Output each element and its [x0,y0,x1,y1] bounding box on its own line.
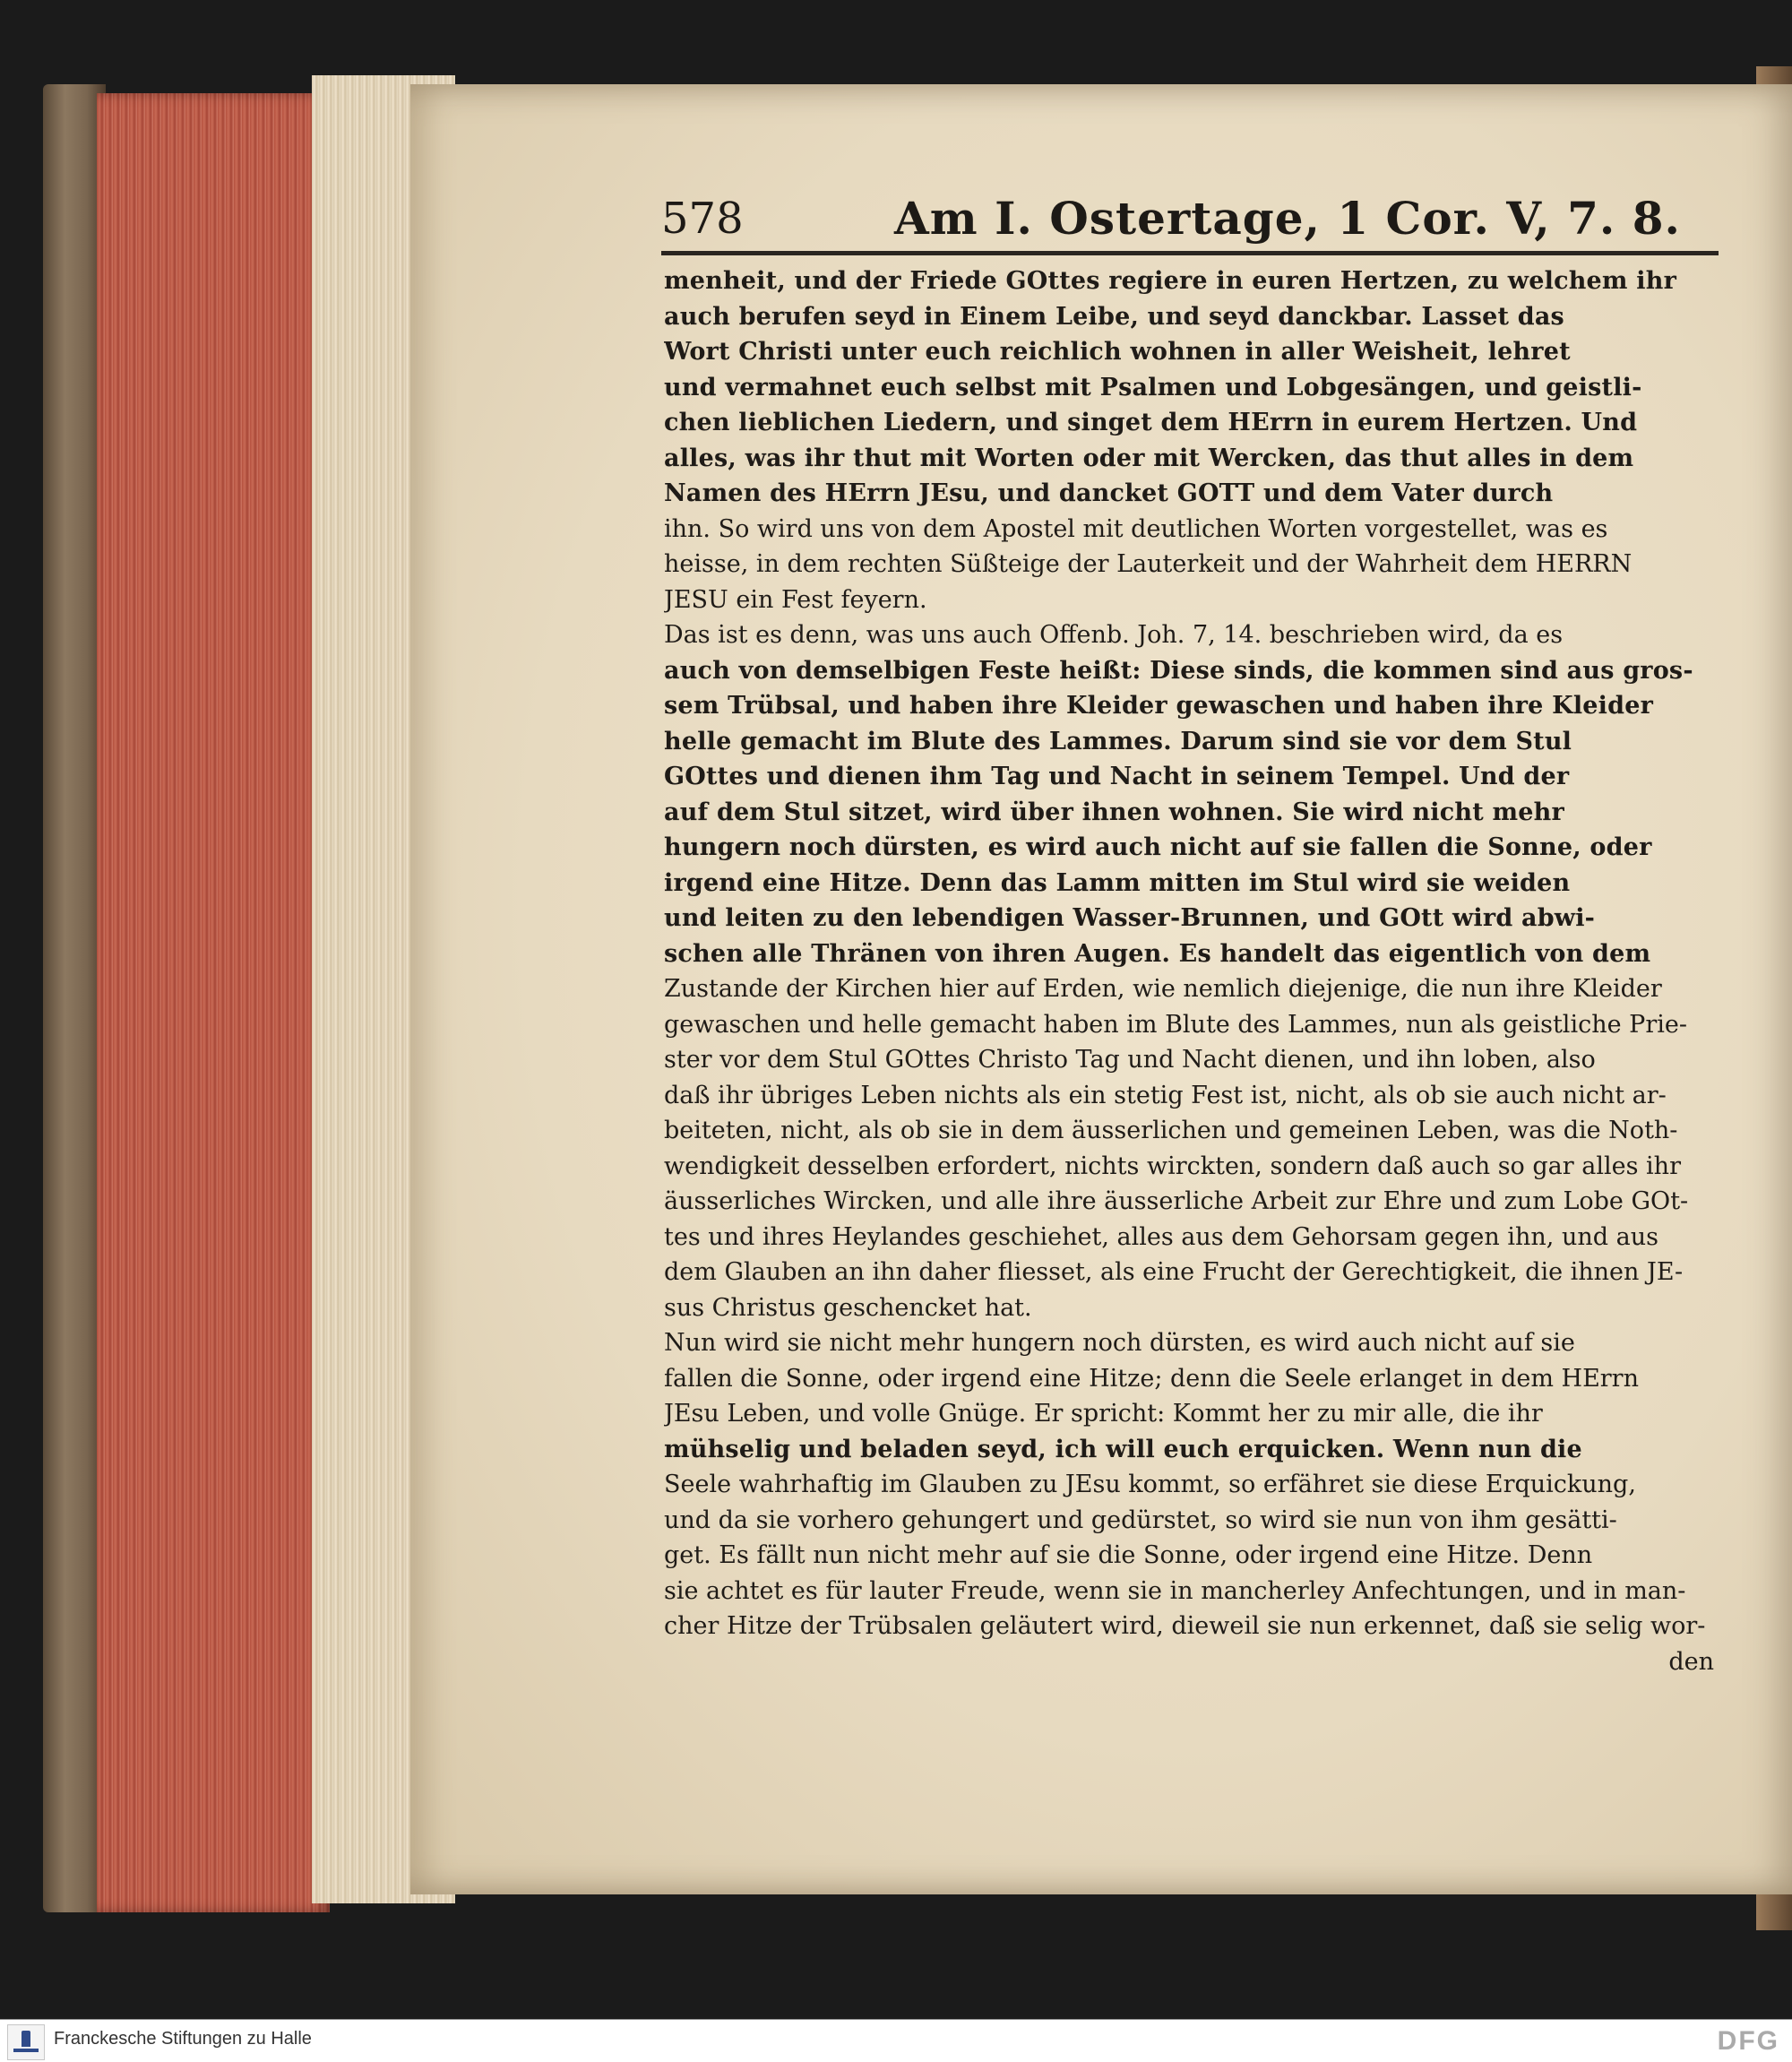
text-line: auf dem Stul sitzet, wird über ihnen wohnen. Sie wird nicht mehr [664,798,1564,826]
text-line: heisse, in dem rechten Süßteige der Lauterkeit und der Wahrheit dem HERRN [664,550,1633,578]
text-line: Namen des HErrn JEsu, und dancket GOTT und dem Vater durch [664,479,1554,507]
text-line: tes und ihres Heylandes geschiehet, alles aus dem Gehorsam gegen ihn, und aus [664,1222,1658,1251]
body-text [664,263,1721,1679]
text-line: daß ihr übriges Leben nichts als ein stetig Fest ist, nicht, als ob sie auch nicht ar- [664,1081,1667,1109]
text-line: auch berufen seyd in Einem Leibe, und seyd danckbar. Lasset das [664,302,1564,331]
text-line: irgend eine Hitze. Denn das Lamm mitten im Stul wird sie weiden [664,868,1571,897]
text-line: ihn. So wird uns von dem Apostel mit deutlichen Worten vorgestellet, was es [664,514,1608,543]
book-page [410,84,1792,1894]
text-line: hungern noch dürsten, es wird auch nicht auf sie fallen die Sonne, oder [664,833,1652,861]
text-line: sus Christus geschencket hat. [664,1293,1032,1322]
institution-name: Franckesche Stiftungen zu Halle [54,2029,312,2049]
text-line: ster vor dem Stul GOttes Christo Tag und Nacht dienen, und ihn loben, also [664,1046,1596,1074]
text-line: sem Trübsal, und haben ihre Kleider gewaschen und haben ihre Kleider [664,692,1654,720]
text-line: get. Es fällt nun nicht mehr auf sie die Sonne, oder irgend eine Hitze. Denn [664,1541,1593,1569]
text-line: beiteten, nicht, als ob sie in dem äusserlichen und gemeinen Leben, was die Noth- [664,1117,1678,1144]
book-scan [43,66,1792,1930]
text-line: JESU ein Fest feyern. [664,585,927,614]
text-line: chen lieblichen Liedern, und singet dem HErrn in eurem Hertzen. Und [664,409,1638,436]
text-line: Nun wird sie nicht mehr hungern noch dürsten, es wird auch nicht auf sie [664,1329,1575,1357]
running-title: Am I. Ostertage, 1 Cor. V, 7. 8. [894,192,1681,245]
text-line: GOttes und dienen ihm Tag und Nacht in seinem Tempel. Und der [664,763,1570,790]
text-line: äusserliches Wircken, und alle ihre äusserliche Arbeit zur Ehre und zum Lobe GOt- [664,1187,1689,1215]
text-line: alles, was ihr thut mit Worten oder mit Wercken, das thut alles in dem [664,444,1634,472]
dfg-logo: DFG [1717,2026,1779,2056]
text-line: JEsu Leben, und volle Gnüge. Er spricht: Kommt her zu mir alle, die ihr [664,1400,1543,1428]
text-line: gewaschen und helle gemacht haben im Blute des Lammes, nun als geistliche Prie- [664,1010,1687,1039]
text-line: und leiten zu den lebendigen Wasser-Brunnen, und GOtt wird abwi- [664,904,1596,932]
text-line: dem Glauben an ihn daher fliesset, als eine Frucht der Gerechtigkeit, die ihnen JE- [664,1258,1684,1286]
text-line: und da sie vorhero gehungert und gedürstet, so wird sie nun von ihm gesätti- [664,1506,1617,1534]
viewer-footer [0,2019,1792,2062]
page-number: 578 [661,194,744,244]
text-line: menheit, und der Friede GOttes regiere in euren Hertzen, zu welchem ihr [664,267,1676,295]
red-fore-edge [97,93,330,1912]
running-head [661,192,1736,255]
text-line: Zustande der Kirchen hier auf Erden, wie nemlich diejenige, die nun ihre Kleider [664,975,1662,1003]
text-line: fallen die Sonne, oder irgend eine Hitze; denn die Seele erlanget in dem HErrn [664,1364,1639,1393]
text-line: und vermahnet euch selbst mit Psalmen und Lobgesängen, und geistli- [664,373,1642,401]
text-line: schen alle Thränen von ihren Augen. Es handelt das eigentlich von dem [664,939,1651,968]
text-line: wendigkeit desselben erfordert, nichts wirckten, sondern daß auch so gar alles ihr [664,1152,1681,1180]
text-line: mühselig und beladen seyd, ich will euch erquicken. Wenn nun die [664,1435,1582,1463]
catchword: den [1668,1647,1714,1676]
text-line: Seele wahrhaftig im Glauben zu JEsu kommt, so erfähret sie diese Erquickung, [664,1471,1636,1498]
text-line: helle gemacht im Blute des Lammes. Darum sind sie vor dem Stul [664,727,1572,755]
text-line: Das ist es denn, was uns auch Offenb. Joh. 7, 14. beschrieben wird, da es [664,621,1564,649]
text-line: sie achtet es für lauter Freude, wenn sie in mancherley Anfechtungen, und in man- [664,1576,1686,1605]
text-line: auch von demselbigen Feste heißt: Diese sinds, die kommen sind aus gros- [664,656,1693,685]
header-rule [661,251,1719,255]
institution-logo-icon [7,2024,45,2060]
text-line: Wort Christi unter euch reichlich wohnen in aller Weisheit, lehret [664,338,1571,366]
text-line: cher Hitze der Trübsalen geläutert wird, dieweil sie nun erkennet, daß sie selig wor- [664,1612,1706,1640]
